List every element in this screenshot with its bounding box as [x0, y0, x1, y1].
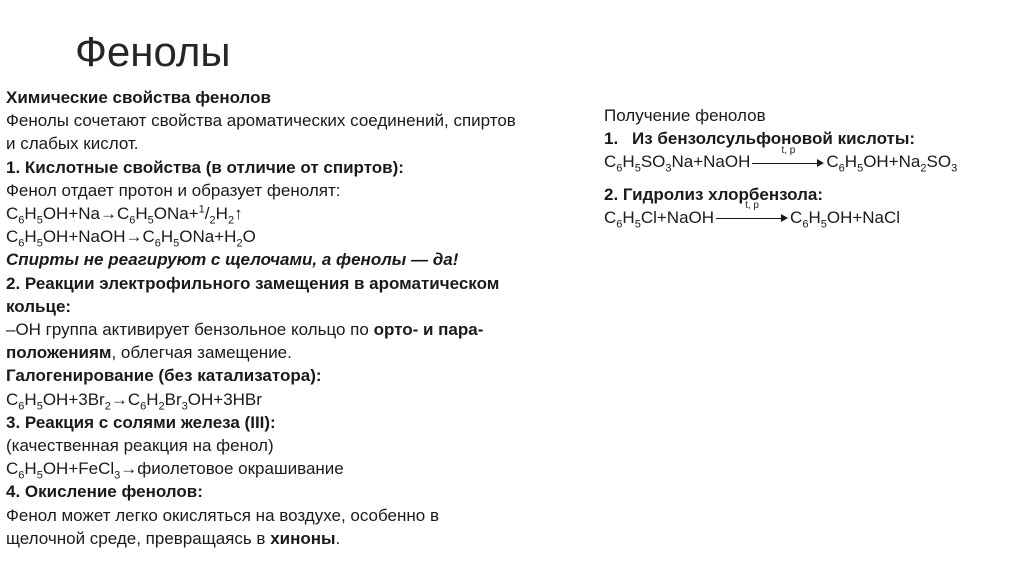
- preparation-column: [604, 104, 1019, 229]
- intro-line-1: Фенолы сочетают свойства ароматических соединений, спиртов: [6, 111, 516, 131]
- substitution-text-1: –OH группа активирует бензольное кольцо по орто- и пара-: [6, 320, 484, 340]
- oxidation-text-2: щелочной среде, превращаясь в хиноны.: [6, 528, 341, 548]
- equation-bromination: $C_6H_5OH+3Br_2\to C_6H_2Br_3OH+3HBr$: [6, 389, 262, 413]
- iron-salts-title: 3. Реакция с солями железа (III):: [6, 412, 276, 432]
- equation-phenol-naoh: $C_6H_5OH+NaOH\to C_6H_5ONa+H_2O$: [6, 227, 256, 250]
- acid-properties-title: 1. Кислотные свойства (в отличие от спиртов):: [6, 157, 404, 177]
- oxidation-title: 4. Окисление фенолов:: [6, 482, 203, 502]
- equation-phenol-sodium: $C_6H_5OH+Na\to C_6H_5ONa+^1/_2H_2↑$: [6, 203, 243, 227]
- equation-chlorobenzene-hydrolysis: $C_6H_5Cl+NaOH$ t, p $C_6H_5OH+NaCl$: [604, 200, 901, 231]
- alcohols-note: Спирты не реагируют с щелочами, а фенолы — да!: [6, 250, 459, 270]
- substitution-text-2: положениям, облегчая замещение.: [6, 343, 292, 363]
- properties-column: [6, 86, 596, 550]
- substitution-title-2: кольце:: [6, 296, 72, 316]
- method-1-title: 1. Из бензолсульфоновой кислоты:: [604, 129, 916, 149]
- oxidation-text-1: Фенол может легко окисляться на воздухе, особенно в: [6, 505, 439, 525]
- halogenation-title: Галогенирование (без катализатора):: [6, 366, 322, 386]
- reaction-arrow-1: t, p: [752, 156, 824, 170]
- intro-line-2: и слабых кислот.: [6, 134, 139, 154]
- properties-heading: Химические свойства фенолов: [6, 88, 271, 107]
- method-2-title: 2. Гидролиз хлорбензола:: [604, 184, 824, 204]
- iron-salts-text: (качественная реакция на фенол): [6, 436, 274, 456]
- reaction-arrow-2: t, p: [716, 211, 788, 225]
- acid-properties-text: Фенол отдает протон и образует фенолят:: [6, 180, 341, 200]
- slide-title: Фенолы: [75, 28, 231, 75]
- equation-sulfonate-fusion: $C_6H_5SO_3Na+NaOH$ t, p $C_6H_5OH+Na_2SO_3$: [604, 144, 958, 175]
- preparation-heading: Получение фенолов: [604, 106, 766, 125]
- equation-iron-chloride: $C_6H_5OH+FeCl_3\to фиолетовое$ окрашивание: [6, 459, 344, 482]
- substitution-title-1: 2. Реакции электрофильного замещения в ароматическом: [6, 273, 500, 293]
